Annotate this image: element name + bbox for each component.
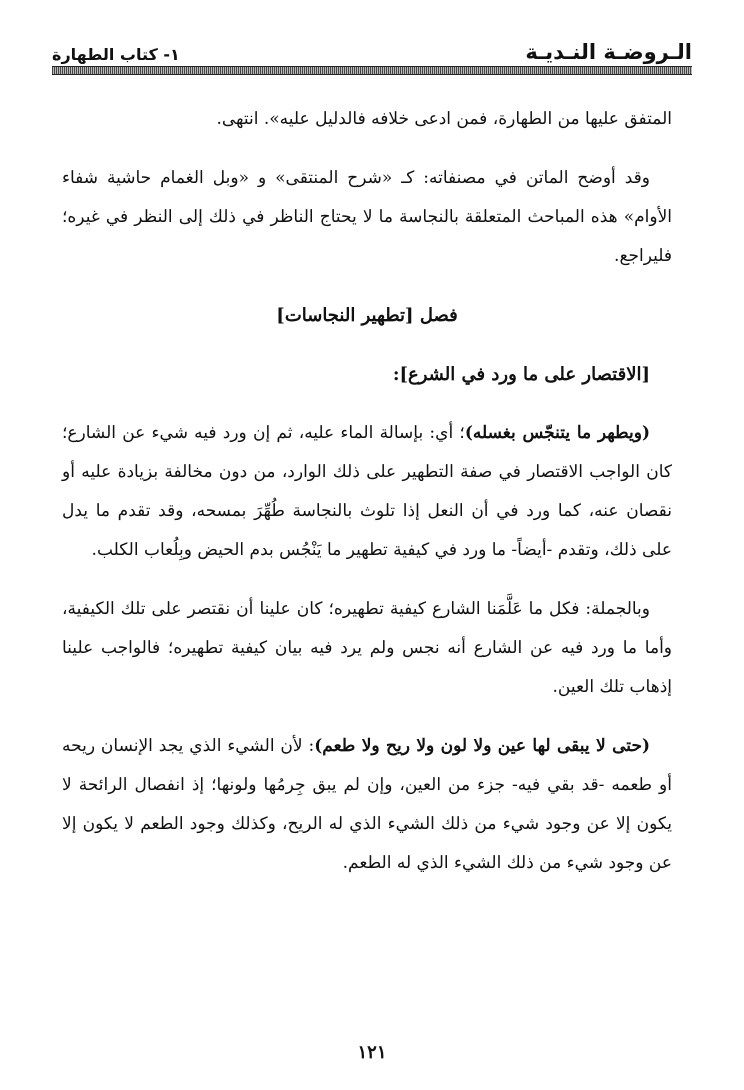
paragraph-2: وقد أوضح الماتن في مصنفاته: كـ «شرح المنتقى» و «وبل الغمام حاشية شفاء الأوام» هذه المباحث المتعلقة بالنجاسة ما لا يحتاج الناظر في ذلك إلى النظر في غيره؛ فليراجع. [62,168,672,266]
section-heading: فصل [تطهير النجاسات] [276,305,458,326]
running-head [52,30,692,64]
paragraph-5-text: : لأن الشيء الذي يجد الإنسان ريحه أو طعمه -قد بقي فيه- جزء من العين، وإن لم يبق جِرمُها ولونها؛ إذ انفصال الرائحة لا يكون إلا عن وجود شيء من ذلك الشيء الذي له الريح، وكذلك وجود الطعم لا يكون إلا عن وجود شيء من ذلك الشيء الذي له الطعم. [62,736,672,873]
paragraph-4: وبالجملة: فكل ما عَلَّمَنا الشارع كيفية تطهيره؛ كان علينا أن نقتصر على تلك الكيفية، وأما ما ورد فيه عن الشارع أنه نجس ولم يرد فيه بيان كيفية تطهيره؛ فالواجب علينا إذهاب تلك العين. [62,599,672,697]
section-subheading: [الاقتصار على ما ورد في الشرع]: [392,364,650,385]
chapter-title: ١- كتاب الطهارة [52,45,180,64]
page-body [62,100,672,903]
paragraph-5-matn: (حتى لا يبقى لها عين ولا لون ولا ريح ولا طعم) [314,736,650,756]
header-rule [52,66,692,75]
paragraph-1: المتفق عليها من الطهارة، فمن ادعى خلافه فالدليل عليه». انتهى. [216,109,672,129]
paragraph-3 [62,414,672,570]
paragraph-3-text: ؛ أي: بإسالة الماء عليه، ثم إن ورد فيه شيء عن الشارع؛ كان الواجب الاقتصار في صفة التطهير على ذلك الوارد، من دون مخالفة بزيادة عليه أو نقصان عنه، كما ورد في أن النعل إذا تلوث بالنجاسة طُهِّرَ بمسحه، وقد تقدم ما يدل على ذلك، وتقدم -أيضاً- ما ورد في كيفية تطهير ما يَنْجُس بدم الحيض وبِلُعاب الكلب. [62,423,672,560]
paragraph-3-matn: (ويطهر ما يتنجّس بغسله) [464,423,650,443]
book-title: الـروضـة النـديـة [525,40,692,64]
page-number: ١٢١ [357,1042,387,1063]
paragraph-5 [62,727,672,883]
